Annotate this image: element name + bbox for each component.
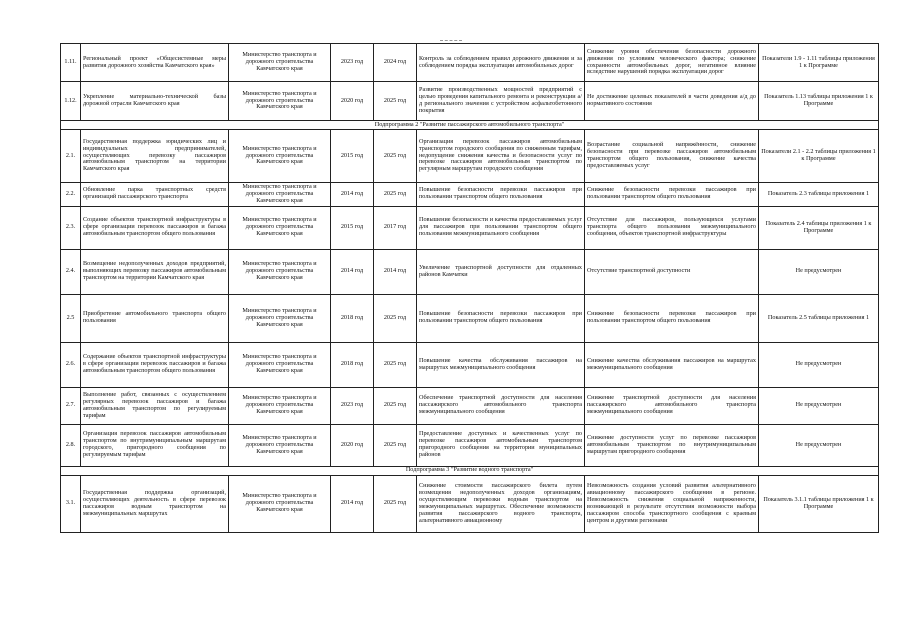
- end-year: 2025 год: [374, 342, 417, 387]
- measure-name: Приобретение автомобильного транспорта общего пользования: [81, 294, 229, 342]
- related-indicator: Показатель 2.4 таблицы приложения 1 к Программе: [759, 206, 879, 249]
- end-year: 2025 год: [374, 82, 417, 121]
- expected-result: Развитие производственных мощностей предприятий с целью проведения капитального ремонта и реконструкции а/д регионального значения с устройством асфальтобетонного покрытия: [417, 82, 585, 121]
- start-year: 2023 год: [331, 44, 374, 82]
- subprogram-header-row: [61, 121, 879, 130]
- non-implementation-consequence: Невозможность создания условий развития альтернативного авиационному пассажирского сообщения в регионе. Невозможность снижения социальной напряженности, возникающей в результате отсутствия возможности выбора пассажиром способа транспортного сообщения с краевым центром и другими регионами: [585, 475, 759, 532]
- end-year: 2025 год: [374, 294, 417, 342]
- responsible-executor: Министерство транспорта и дорожного строительства Камчатского края: [229, 183, 331, 207]
- measure-name: Региональный проект «Общесистемные меры развития дорожного хозяйства Камчатского края»: [81, 44, 229, 82]
- measure-name: Выполнение работ, связанных с осуществлением регулярных перевозок пассажиров и багажа автомобильным транспортом по регулируемым тарифам: [81, 387, 229, 424]
- responsible-executor: Министерство транспорта и дорожного строительства Камчатского края: [229, 130, 331, 183]
- table-body: [61, 44, 879, 533]
- responsible-executor: Министерство транспорта и дорожного строительства Камчатского края: [229, 342, 331, 387]
- responsible-executor: Министерство транспорта и дорожного строительства Камчатского края: [229, 249, 331, 294]
- measure-name: Государственная поддержка организаций, осуществляющих деятельность в сфере перевозок пассажиров водным транспортом на межмуниципальных маршрутах: [81, 475, 229, 532]
- row-number: 2.7.: [61, 387, 81, 424]
- program-measures-table: [60, 43, 879, 533]
- measure-name: Обновление парка транспортных средств организаций пассажирского транспорта: [81, 183, 229, 207]
- row-number: 3.1.: [61, 475, 81, 532]
- non-implementation-consequence: Отсутствие транспортной доступности: [585, 249, 759, 294]
- end-year: 2025 год: [374, 475, 417, 532]
- start-year: 2015 год: [331, 206, 374, 249]
- start-year: 2015 год: [331, 130, 374, 183]
- subprogram-title: Подпрограмма 2 "Развитие пассажирского автомобильного транспорта": [61, 121, 879, 130]
- row-number: 2.1.: [61, 130, 81, 183]
- expected-result: Повышение безопасности и качества предоставляемых услуг для пассажиров при пользовании транспортом общего пользования межмуниципального сообщения: [417, 206, 585, 249]
- related-indicator: Не предусмотрен: [759, 387, 879, 424]
- table-row: [61, 475, 879, 532]
- non-implementation-consequence: Отсутствие для пассажиров, пользующихся услугами транспорта общего пользования межмуниципального сообщения, объектов транспортной инфраструктуры: [585, 206, 759, 249]
- related-indicator: Показатели 2.1 - 2.2 таблицы приложения 1 к Программе: [759, 130, 879, 183]
- expected-result: Предоставление доступных и качественных услуг по перевозке пассажиров автомобильным транспортом пригородного сообщения на территории муниципальных районов: [417, 424, 585, 466]
- expected-result: Организация перевозок пассажиров автомобильным транспортом городского сообщения по сниженным тарифам, недопущение снижения качества и безопасности услуг по перевозке пассажиров автомобильным транспортом по регулярным маршрутам городского сообщения: [417, 130, 585, 183]
- table-row: [61, 249, 879, 294]
- responsible-executor: Министерство транспорта и дорожного строительства Камчатского края: [229, 82, 331, 121]
- non-implementation-consequence: Снижение качества обслуживания пассажиров на маршрутах межмуниципального сообщения: [585, 342, 759, 387]
- start-year: 2023 год: [331, 387, 374, 424]
- measure-name: Создание объектов транспортной инфраструктуры в сфере организации перевозок пассажиров и багажа автомобильным транспортом общего пользования: [81, 206, 229, 249]
- start-year: 2018 год: [331, 294, 374, 342]
- row-number: 2.4.: [61, 249, 81, 294]
- non-implementation-consequence: Снижение транспортной доступности для населения пассажирского автомобильного транспорта межмуниципального сообщения: [585, 387, 759, 424]
- non-implementation-consequence: Снижение безопасности перевозки пассажиров при пользовании транспортом общего пользования: [585, 183, 759, 207]
- expected-result: Обеспечение транспортной доступности для населения пассажирского автомобильного транспорта межмуниципального сообщения: [417, 387, 585, 424]
- related-indicator: Показатель 2.5 таблицы приложения 1: [759, 294, 879, 342]
- responsible-executor: Министерство транспорта и дорожного строительства Камчатского края: [229, 424, 331, 466]
- related-indicator: Показатель 2.3 таблицы приложения 1: [759, 183, 879, 207]
- expected-result: Повышение качества обслуживания пассажиров на маршрутах межмуниципального сообщения: [417, 342, 585, 387]
- table-row: [61, 206, 879, 249]
- responsible-executor: Министерство транспорта и дорожного строительства Камчатского края: [229, 475, 331, 532]
- row-number: 2.8.: [61, 424, 81, 466]
- end-year: 2014 год: [374, 249, 417, 294]
- start-year: 2020 год: [331, 82, 374, 121]
- measure-name: Государственная поддержка юридических лиц и индивидуальных предпринимателей, осуществляющих перевозку пассажиров автомобильным транспортом на территории Камчатского края: [81, 130, 229, 183]
- non-implementation-consequence: Возрастание социальной напряжённости, снижение безопасности при перевозке пассажиров автомобильным транспортом общего пользования, снижение качества предоставляемых услуг: [585, 130, 759, 183]
- expected-result: Повышение безопасности перевозки пассажиров при пользовании транспортом общего пользования: [417, 294, 585, 342]
- page-separator-mark: [440, 40, 462, 41]
- row-number: 2.2.: [61, 183, 81, 207]
- end-year: 2017 год: [374, 206, 417, 249]
- non-implementation-consequence: Снижение уровня обеспечения безопасности дорожного движения по условиям человеческого фактора; снижение сохранности автомобильных дорог, негативное влияние вследствие нарушений порядка эксплуатации дорог: [585, 44, 759, 82]
- responsible-executor: Министерство транспорта и дорожного строительства Камчатского края: [229, 387, 331, 424]
- responsible-executor: Министерство транспорта и дорожного строительства Камчатского края: [229, 44, 331, 82]
- row-number: 1.12.: [61, 82, 81, 121]
- related-indicator: Не предусмотрен: [759, 249, 879, 294]
- expected-result: Снижение стоимости пассажирского билета путем возмещения недополученных доходов организациям, осуществляющим перевозки водным транспортом на межмуниципальных маршрутах. Обеспечение возможности развития пассажирского водного транспорта, альтернативного авиационному: [417, 475, 585, 532]
- subprogram-header-row: [61, 466, 879, 475]
- measure-name: Укрепление материально-технической базы дорожной отрасли Камчатского края: [81, 82, 229, 121]
- start-year: 2014 год: [331, 475, 374, 532]
- expected-result: Контроль за соблюдением правил дорожного движения и за соблюдением порядка эксплуатации автомобильных дорог: [417, 44, 585, 82]
- table-row: [61, 294, 879, 342]
- responsible-executor: Министерство транспорта и дорожного строительства Камчатского края: [229, 294, 331, 342]
- measure-name: Содержание объектов транспортной инфраструктуры в сфере организации перевозок пассажиров и багажа автомобильным транспортом общего пользования: [81, 342, 229, 387]
- responsible-executor: Министерство транспорта и дорожного строительства Камчатского края: [229, 206, 331, 249]
- table-row: [61, 82, 879, 121]
- row-number: 2.6.: [61, 342, 81, 387]
- non-implementation-consequence: Не достижение целевых показателей в части доведения а/д до нормативного состояния: [585, 82, 759, 121]
- start-year: 2014 год: [331, 183, 374, 207]
- related-indicator: Не предусмотрен: [759, 424, 879, 466]
- expected-result: Увеличение транспортной доступности для отдаленных районов Камчатки: [417, 249, 585, 294]
- row-number: 2.5: [61, 294, 81, 342]
- end-year: 2025 год: [374, 387, 417, 424]
- table-row: [61, 424, 879, 466]
- row-number: 2.3.: [61, 206, 81, 249]
- end-year: 2025 год: [374, 183, 417, 207]
- non-implementation-consequence: Снижение безопасности перевозки пассажиров при пользовании транспортом общего пользования: [585, 294, 759, 342]
- table-row: [61, 130, 879, 183]
- start-year: 2020 год: [331, 424, 374, 466]
- subprogram-title: Подпрограмма 3 "Развитие водного транспорта": [61, 466, 879, 475]
- related-indicator: Показатель 3.1.1 таблицы приложения 1 к Программе: [759, 475, 879, 532]
- table-row: [61, 44, 879, 82]
- table-row: [61, 183, 879, 207]
- non-implementation-consequence: Снижение доступности услуг по перевозке пассажиров автомобильным транспортом по внутримуниципальным маршрутам пригородного сообщения: [585, 424, 759, 466]
- start-year: 2018 год: [331, 342, 374, 387]
- end-year: 2024 год: [374, 44, 417, 82]
- end-year: 2025 год: [374, 424, 417, 466]
- row-number: 1.11.: [61, 44, 81, 82]
- table-row: [61, 342, 879, 387]
- measure-name: Возмещение недополученных доходов предприятий, выполняющих перевозку пассажиров автомобильным транспортом на территории Камчатского края: [81, 249, 229, 294]
- related-indicator: Показатели 1.9 - 1.11 таблицы приложения 1 к Программе: [759, 44, 879, 82]
- measure-name: Организация перевозок пассажиров автомобильным транспортом по внутримуниципальным маршрутам городского, пригородного сообщения по регулируемым тарифам: [81, 424, 229, 466]
- end-year: 2025 год: [374, 130, 417, 183]
- related-indicator: Показатель 1.13 таблицы приложения 1 к Программе: [759, 82, 879, 121]
- expected-result: Повышение безопасности перевозки пассажиров при пользовании транспортом общего пользования: [417, 183, 585, 207]
- table-row: [61, 387, 879, 424]
- start-year: 2014 год: [331, 249, 374, 294]
- related-indicator: Не предусмотрен: [759, 342, 879, 387]
